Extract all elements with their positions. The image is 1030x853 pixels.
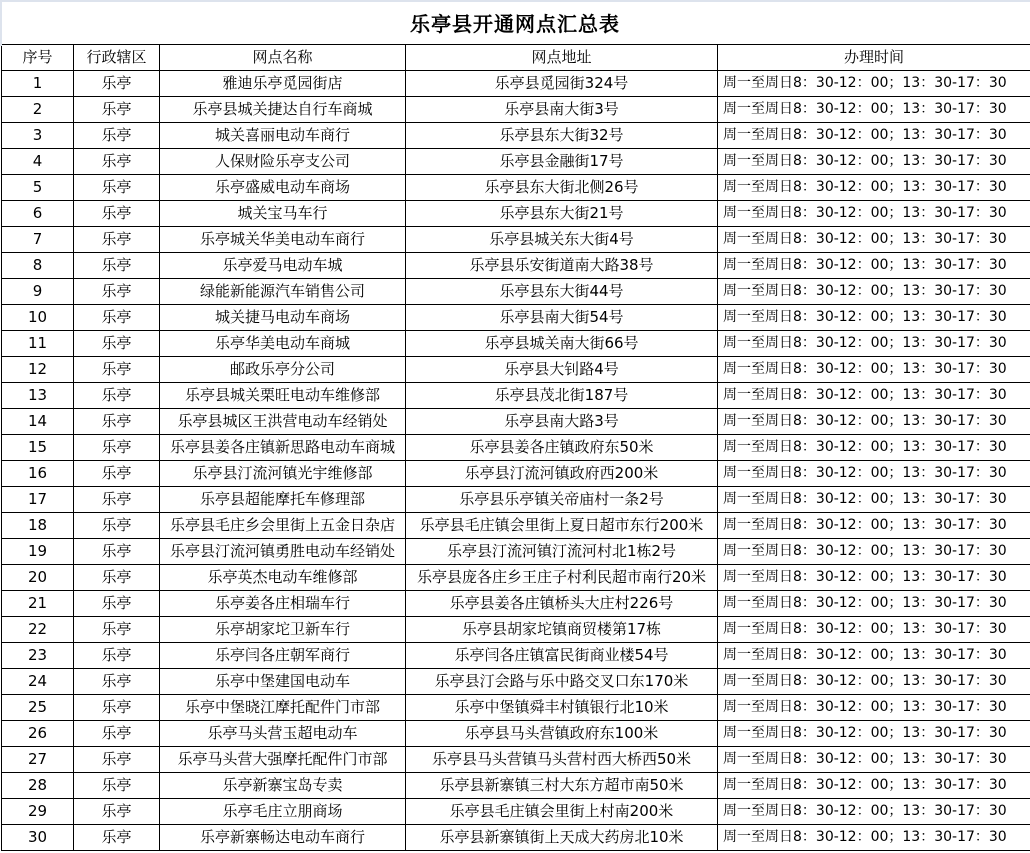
cell-address: 乐亭县汀流河镇政府西200米 — [406, 461, 718, 487]
cell-hours: 周一至周日8：30-12：00；13：30-17：30 — [718, 695, 1030, 721]
cell-no: 6 — [2, 201, 74, 227]
cell-hours: 周一至周日8：30-12：00；13：30-17：30 — [718, 357, 1030, 383]
table-row — [2, 461, 1030, 487]
cell-no: 30 — [2, 825, 74, 851]
table-row — [2, 279, 1030, 305]
cell-address: 乐亭县新寨镇三村大东方超市南50米 — [406, 773, 718, 799]
cell-address: 乐亭县南大路3号 — [406, 409, 718, 435]
cell-district: 乐亭 — [74, 383, 160, 409]
cell-name: 乐亭新寨畅达电动车商行 — [160, 825, 406, 851]
cell-name: 乐亭县汀流河镇光宇维修部 — [160, 461, 406, 487]
cell-address: 乐亭县金融街17号 — [406, 149, 718, 175]
cell-hours: 周一至周日8：30-12：00；13：30-17：30 — [718, 97, 1030, 123]
cell-no: 13 — [2, 383, 74, 409]
table-row — [2, 227, 1030, 253]
cell-address: 乐亭中堡镇舜丰村镇银行北10米 — [406, 695, 718, 721]
cell-no: 21 — [2, 591, 74, 617]
header-address: 网点地址 — [406, 45, 718, 71]
cell-address: 乐亭闫各庄镇富民街商业楼54号 — [406, 643, 718, 669]
table-row — [2, 539, 1030, 565]
cell-name: 城关喜丽电动车商行 — [160, 123, 406, 149]
cell-name: 乐亭闫各庄朝军商行 — [160, 643, 406, 669]
table-row — [2, 487, 1030, 513]
cell-hours: 周一至周日8：30-12：00；13：30-17：30 — [718, 643, 1030, 669]
cell-name: 雅迪乐亭觅园街店 — [160, 71, 406, 97]
cell-name: 乐亭中堡建国电动车 — [160, 669, 406, 695]
cell-district: 乐亭 — [74, 643, 160, 669]
cell-district: 乐亭 — [74, 201, 160, 227]
cell-district: 乐亭 — [74, 695, 160, 721]
cell-name: 乐亭马头营玉超电动车 — [160, 721, 406, 747]
header-district: 行政辖区 — [74, 45, 160, 71]
cell-hours: 周一至周日8：30-12：00；13：30-17：30 — [718, 435, 1030, 461]
cell-address: 乐亭县大钊路4号 — [406, 357, 718, 383]
table-row — [2, 149, 1030, 175]
cell-district: 乐亭 — [74, 669, 160, 695]
table-row — [2, 799, 1030, 825]
cell-address: 乐亭县姜各庄镇桥头大庄村226号 — [406, 591, 718, 617]
cell-hours: 周一至周日8：30-12：00；13：30-17：30 — [718, 721, 1030, 747]
table-row — [2, 71, 1030, 97]
cell-no: 27 — [2, 747, 74, 773]
cell-address: 乐亭县胡家坨镇商贸楼第17栋 — [406, 617, 718, 643]
table-row — [2, 305, 1030, 331]
table-row — [2, 409, 1030, 435]
cell-district: 乐亭 — [74, 175, 160, 201]
cell-district: 乐亭 — [74, 773, 160, 799]
cell-address: 乐亭县东大街44号 — [406, 279, 718, 305]
cell-name: 城关宝马车行 — [160, 201, 406, 227]
cell-no: 23 — [2, 643, 74, 669]
cell-district: 乐亭 — [74, 591, 160, 617]
cell-district: 乐亭 — [74, 461, 160, 487]
cell-name: 乐亭马头营大强摩托配件门市部 — [160, 747, 406, 773]
page-title: 乐亭县开通网点汇总表 — [410, 11, 620, 36]
table-row — [2, 643, 1030, 669]
table-row — [2, 747, 1030, 773]
cell-hours: 周一至周日8：30-12：00；13：30-17：30 — [718, 565, 1030, 591]
page-top-edge — [0, 0, 1030, 2]
cell-hours: 周一至周日8：30-12：00；13：30-17：30 — [718, 175, 1030, 201]
cell-hours: 周一至周日8：30-12：00；13：30-17：30 — [718, 279, 1030, 305]
table-row — [2, 773, 1030, 799]
cell-hours: 周一至周日8：30-12：00；13：30-17：30 — [718, 461, 1030, 487]
cell-district: 乐亭 — [74, 435, 160, 461]
cell-district: 乐亭 — [74, 253, 160, 279]
table-row — [2, 825, 1030, 851]
cell-address: 乐亭县汀会路与乐中路交叉口东170米 — [406, 669, 718, 695]
cell-no: 7 — [2, 227, 74, 253]
cell-name: 乐亭盛威电动车商场 — [160, 175, 406, 201]
cell-district: 乐亭 — [74, 799, 160, 825]
cell-hours: 周一至周日8：30-12：00；13：30-17：30 — [718, 669, 1030, 695]
cell-name: 人保财险乐亭支公司 — [160, 149, 406, 175]
cell-district: 乐亭 — [74, 279, 160, 305]
cell-name: 乐亭县城区王洪营电动车经销处 — [160, 409, 406, 435]
cell-name: 乐亭县超能摩托车修理部 — [160, 487, 406, 513]
cell-name: 乐亭县毛庄乡会里街上五金日杂店 — [160, 513, 406, 539]
table-row — [2, 175, 1030, 201]
cell-hours: 周一至周日8：30-12：00；13：30-17：30 — [718, 253, 1030, 279]
cell-name: 城关捷马电动车商场 — [160, 305, 406, 331]
cell-address: 乐亭县马头营镇马头营村西大桥西50米 — [406, 747, 718, 773]
table-row — [2, 253, 1030, 279]
cell-no: 18 — [2, 513, 74, 539]
cell-address: 乐亭县南大街3号 — [406, 97, 718, 123]
cell-no: 8 — [2, 253, 74, 279]
cell-no: 12 — [2, 357, 74, 383]
cell-address: 乐亭县东大街21号 — [406, 201, 718, 227]
cell-name: 乐亭县城关栗旺电动车维修部 — [160, 383, 406, 409]
table-header-row — [2, 45, 1030, 71]
table-row — [2, 617, 1030, 643]
cell-district: 乐亭 — [74, 721, 160, 747]
cell-address: 乐亭县觅园街324号 — [406, 71, 718, 97]
cell-address: 乐亭县城关南大街66号 — [406, 331, 718, 357]
cell-district: 乐亭 — [74, 487, 160, 513]
cell-name: 乐亭县汀流河镇勇胜电动车经销处 — [160, 539, 406, 565]
cell-district: 乐亭 — [74, 513, 160, 539]
cell-hours: 周一至周日8：30-12：00；13：30-17：30 — [718, 825, 1030, 851]
table-row — [2, 513, 1030, 539]
cell-no: 10 — [2, 305, 74, 331]
cell-no: 2 — [2, 97, 74, 123]
table-row — [2, 331, 1030, 357]
cell-district: 乐亭 — [74, 97, 160, 123]
cell-address: 乐亭县乐安街道南大路38号 — [406, 253, 718, 279]
cell-hours: 周一至周日8：30-12：00；13：30-17：30 — [718, 539, 1030, 565]
cell-no: 9 — [2, 279, 74, 305]
cell-name: 邮政乐亭分公司 — [160, 357, 406, 383]
cell-address: 乐亭县南大街54号 — [406, 305, 718, 331]
cell-address: 乐亭县东大街32号 — [406, 123, 718, 149]
header-hours: 办理时间 — [718, 45, 1030, 71]
table-row — [2, 669, 1030, 695]
cell-name: 乐亭华美电动车商城 — [160, 331, 406, 357]
cell-hours: 周一至周日8：30-12：00；13：30-17：30 — [718, 747, 1030, 773]
cell-name: 乐亭中堡晓江摩托配件门市部 — [160, 695, 406, 721]
cell-no: 24 — [2, 669, 74, 695]
cell-no: 26 — [2, 721, 74, 747]
cell-address: 乐亭县毛庄镇会里街上夏日超市东行200米 — [406, 513, 718, 539]
cell-name: 乐亭县城关捷达自行车商城 — [160, 97, 406, 123]
cell-hours: 周一至周日8：30-12：00；13：30-17：30 — [718, 331, 1030, 357]
cell-name: 绿能新能源汽车销售公司 — [160, 279, 406, 305]
cell-hours: 周一至周日8：30-12：00；13：30-17：30 — [718, 409, 1030, 435]
cell-hours: 周一至周日8：30-12：00；13：30-17：30 — [718, 773, 1030, 799]
cell-district: 乐亭 — [74, 747, 160, 773]
table-row — [2, 357, 1030, 383]
cell-name: 乐亭胡家坨卫新车行 — [160, 617, 406, 643]
cell-district: 乐亭 — [74, 71, 160, 97]
cell-district: 乐亭 — [74, 565, 160, 591]
cell-no: 15 — [2, 435, 74, 461]
cell-no: 25 — [2, 695, 74, 721]
cell-hours: 周一至周日8：30-12：00；13：30-17：30 — [718, 123, 1030, 149]
cell-name: 乐亭新寨宝岛专卖 — [160, 773, 406, 799]
cell-no: 11 — [2, 331, 74, 357]
cell-address: 乐亭县庞各庄乡王庄子村利民超市南行20米 — [406, 565, 718, 591]
cell-district: 乐亭 — [74, 617, 160, 643]
table-body — [2, 71, 1030, 851]
cell-address: 乐亭县东大街北侧26号 — [406, 175, 718, 201]
cell-no: 5 — [2, 175, 74, 201]
cell-address: 乐亭县汀流河镇汀流河村北1栋2号 — [406, 539, 718, 565]
table-row — [2, 123, 1030, 149]
table-row — [2, 565, 1030, 591]
page-left-edge — [0, 0, 2, 46]
cell-no: 22 — [2, 617, 74, 643]
cell-no: 4 — [2, 149, 74, 175]
cell-address: 乐亭县茂北街187号 — [406, 383, 718, 409]
cell-no: 28 — [2, 773, 74, 799]
cell-address: 乐亭县乐亭镇关帝庙村一条2号 — [406, 487, 718, 513]
cell-address: 乐亭县马头营镇政府东100米 — [406, 721, 718, 747]
cell-hours: 周一至周日8：30-12：00；13：30-17：30 — [718, 201, 1030, 227]
cell-district: 乐亭 — [74, 123, 160, 149]
cell-hours: 周一至周日8：30-12：00；13：30-17：30 — [718, 591, 1030, 617]
cell-district: 乐亭 — [74, 825, 160, 851]
cell-address: 乐亭县毛庄镇会里街上村南200米 — [406, 799, 718, 825]
cell-address: 乐亭县姜各庄镇政府东50米 — [406, 435, 718, 461]
table-row — [2, 435, 1030, 461]
cell-no: 14 — [2, 409, 74, 435]
cell-name: 乐亭爱马电动车城 — [160, 253, 406, 279]
table-row — [2, 721, 1030, 747]
table-row — [2, 201, 1030, 227]
cell-hours: 周一至周日8：30-12：00；13：30-17：30 — [718, 227, 1030, 253]
table-row — [2, 695, 1030, 721]
cell-no: 16 — [2, 461, 74, 487]
cell-no: 1 — [2, 71, 74, 97]
cell-no: 20 — [2, 565, 74, 591]
cell-hours: 周一至周日8：30-12：00；13：30-17：30 — [718, 383, 1030, 409]
cell-district: 乐亭 — [74, 227, 160, 253]
cell-name: 乐亭县姜各庄镇新思路电动车商城 — [160, 435, 406, 461]
cell-district: 乐亭 — [74, 305, 160, 331]
table-row — [2, 383, 1030, 409]
cell-name: 乐亭毛庄立朋商场 — [160, 799, 406, 825]
cell-no: 29 — [2, 799, 74, 825]
cell-address: 乐亭县城关东大街4号 — [406, 227, 718, 253]
cell-address: 乐亭县新寨镇街上天成大药房北10米 — [406, 825, 718, 851]
cell-hours: 周一至周日8：30-12：00；13：30-17：30 — [718, 799, 1030, 825]
cell-hours: 周一至周日8：30-12：00；13：30-17：30 — [718, 305, 1030, 331]
header-no: 序号 — [2, 45, 74, 71]
cell-district: 乐亭 — [74, 357, 160, 383]
cell-no: 3 — [2, 123, 74, 149]
cell-district: 乐亭 — [74, 409, 160, 435]
table-row — [2, 97, 1030, 123]
network-points-table — [1, 44, 1030, 851]
cell-hours: 周一至周日8：30-12：00；13：30-17：30 — [718, 513, 1030, 539]
cell-district: 乐亭 — [74, 539, 160, 565]
cell-no: 19 — [2, 539, 74, 565]
cell-no: 17 — [2, 487, 74, 513]
header-name: 网点名称 — [160, 45, 406, 71]
cell-name: 乐亭姜各庄相瑞车行 — [160, 591, 406, 617]
cell-hours: 周一至周日8：30-12：00；13：30-17：30 — [718, 617, 1030, 643]
cell-hours: 周一至周日8：30-12：00；13：30-17：30 — [718, 149, 1030, 175]
table-row — [2, 591, 1030, 617]
cell-district: 乐亭 — [74, 331, 160, 357]
cell-hours: 周一至周日8：30-12：00；13：30-17：30 — [718, 71, 1030, 97]
cell-name: 乐亭英杰电动车维修部 — [160, 565, 406, 591]
cell-name: 乐亭城关华美电动车商行 — [160, 227, 406, 253]
cell-district: 乐亭 — [74, 149, 160, 175]
cell-hours: 周一至周日8：30-12：00；13：30-17：30 — [718, 487, 1030, 513]
